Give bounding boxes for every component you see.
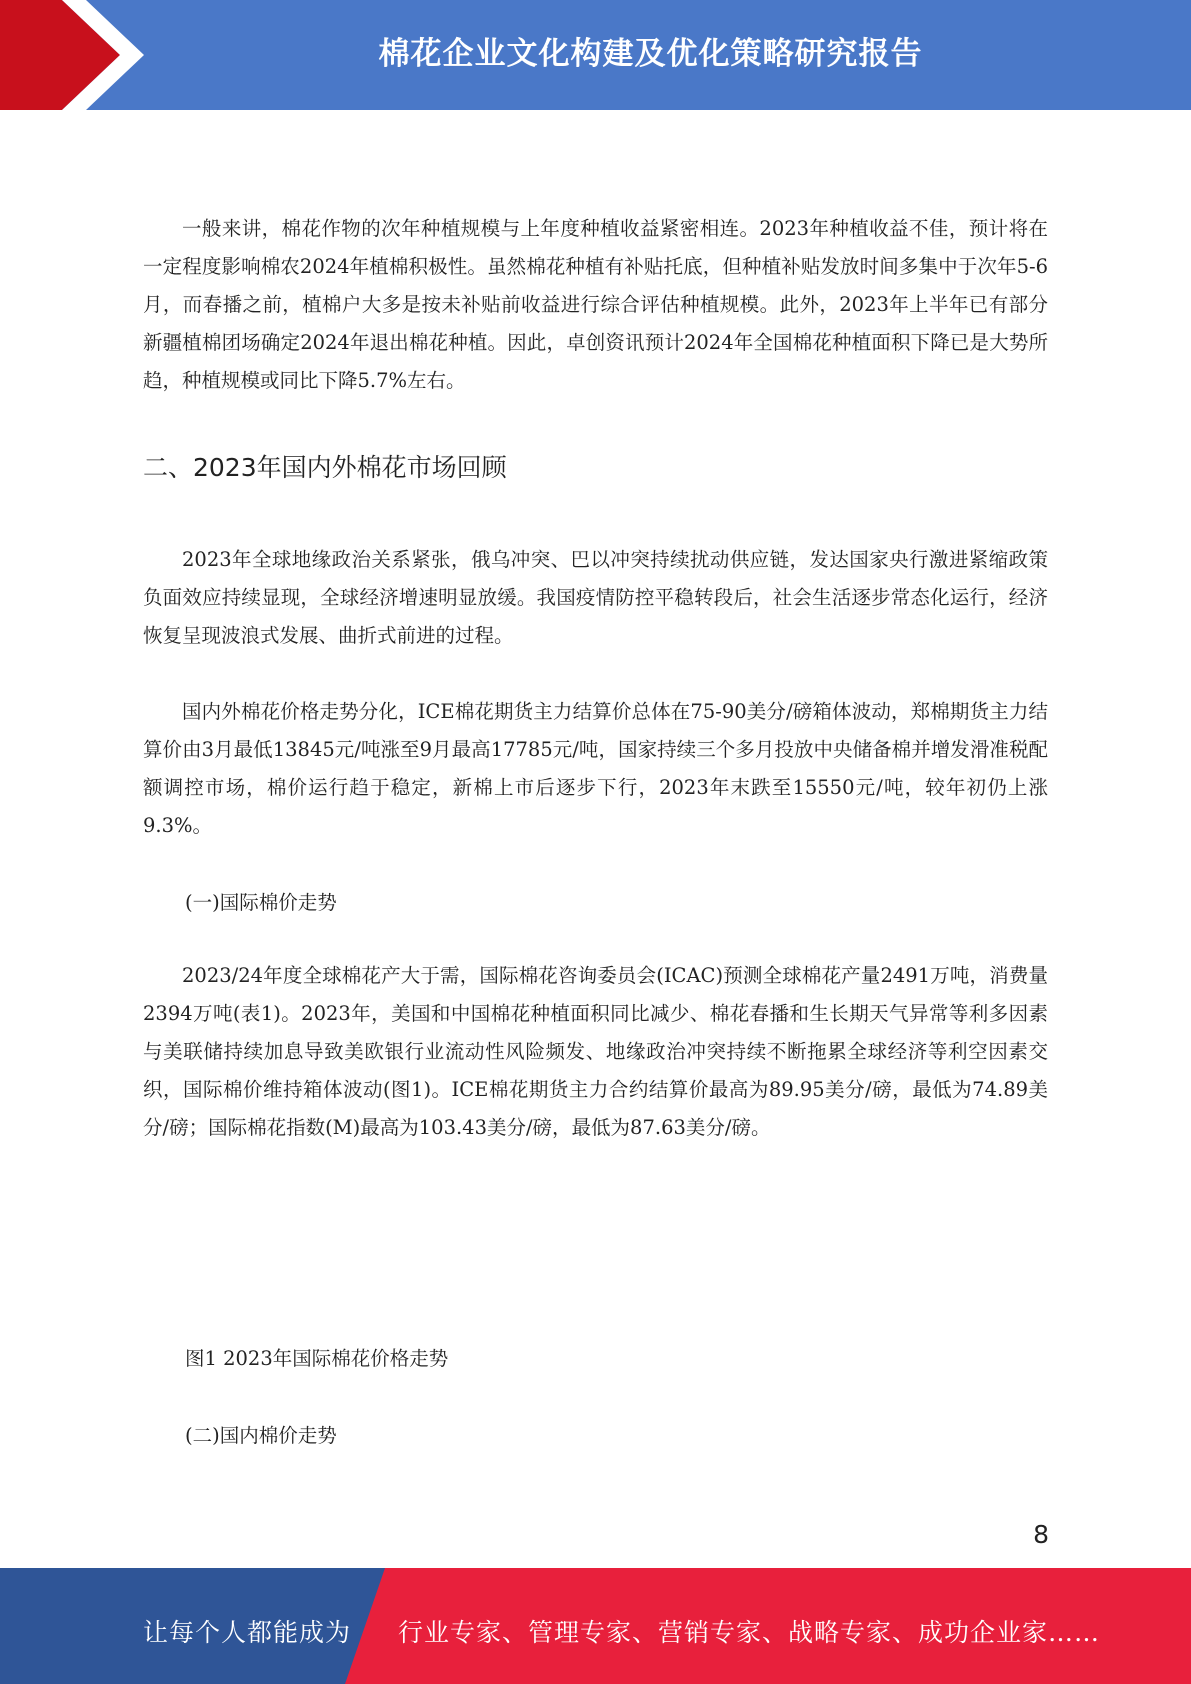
header-banner: [0, 0, 1191, 110]
paragraph-icac-forecast: 2023/24年度全球棉花产大于需，国际棉花咨询委员会(ICAC)预测全球棉花产量2491万吨，消费量2394万吨(表1)。2023年，美国和中国棉花种植面积同比减少、棉花春播和生长期天气异常等利多因素与美联储持续加息导致美欧银行业流动性风险频发、地缘政治冲突持续不断拖累全球经济等利空因素交织，国际棉价维持箱体波动(图1)。ICE棉花期货主力合约结算价最高为89.95美分/磅，最低为74.89美分/磅；国际棉花指数(M)最高为103.43美分/磅，最低为87.63美分/磅。: [143, 964, 1048, 1139]
section-heading-market-review: 二、2023年国内外棉花市场回顾: [143, 453, 507, 482]
subheading-domestic-prices: (二)国内棉价走势: [185, 1424, 337, 1447]
paragraph-price-divergence: 国内外棉花价格走势分化，ICE棉花期货主力结算价总体在75-90美分/磅箱体波动，郑棉期货主力结算价由3月最低13845元/吨涨至9月最高17785元/吨，国家持续三个多月投放中央储备棉并增发滑准税配额调控市场，棉价运行趋于稳定，新棉上市后逐步下行，2023年末跌至15550元/吨，较年初仍上涨9.3%。: [143, 700, 1048, 837]
paragraph-block-icac: [143, 957, 1048, 1147]
paragraph-block-prices: [143, 693, 1048, 845]
paragraph-planting-outlook: 一般来讲，棉花作物的次年种植规模与上年度种植收益紧密相连。2023年种植收益不佳，预计将在一定程度影响棉农2024年植棉积极性。虽然棉花种植有补贴托底，但种植补贴发放时间多集中于次年5-6月，而春播之前，植棉户大多是按未补贴前收益进行综合评估种植规模。此外，2023年上半年已有部分新疆植棉团场确定2024年退出棉花种植。因此，卓创资讯预计2024年全国棉花种植面积下降已是大势所趋，种植规模或同比下降5.7%左右。: [143, 217, 1048, 392]
subheading-international-prices: (一)国际棉价走势: [185, 891, 337, 914]
paragraph-global-economy: 2023年全球地缘政治关系紧张，俄乌冲突、巴以冲突持续扰动供应链，发达国家央行激进紧缩政策负面效应持续显现，全球经济增速明显放缓。我国疫情防控平稳转段后，社会生活逐步常态化运行，经济恢复呈现波浪式发展、曲折式前进的过程。: [143, 548, 1048, 647]
footer-slogan-right: 行业专家、管理专家、营销专家、战略专家、成功企业家……: [398, 1618, 1101, 1647]
footer-banner: [0, 1568, 1191, 1684]
first-paragraph-block: [143, 210, 1048, 400]
footer-slogan-left: 让每个人都能成为: [143, 1618, 352, 1647]
figure-caption: 图1 2023年国际棉花价格走势: [185, 1347, 449, 1370]
page-number: 8: [1033, 1520, 1049, 1549]
paragraph-block-global: [143, 541, 1048, 655]
header-title: 棉花企业文化构建及优化策略研究报告: [378, 36, 923, 72]
